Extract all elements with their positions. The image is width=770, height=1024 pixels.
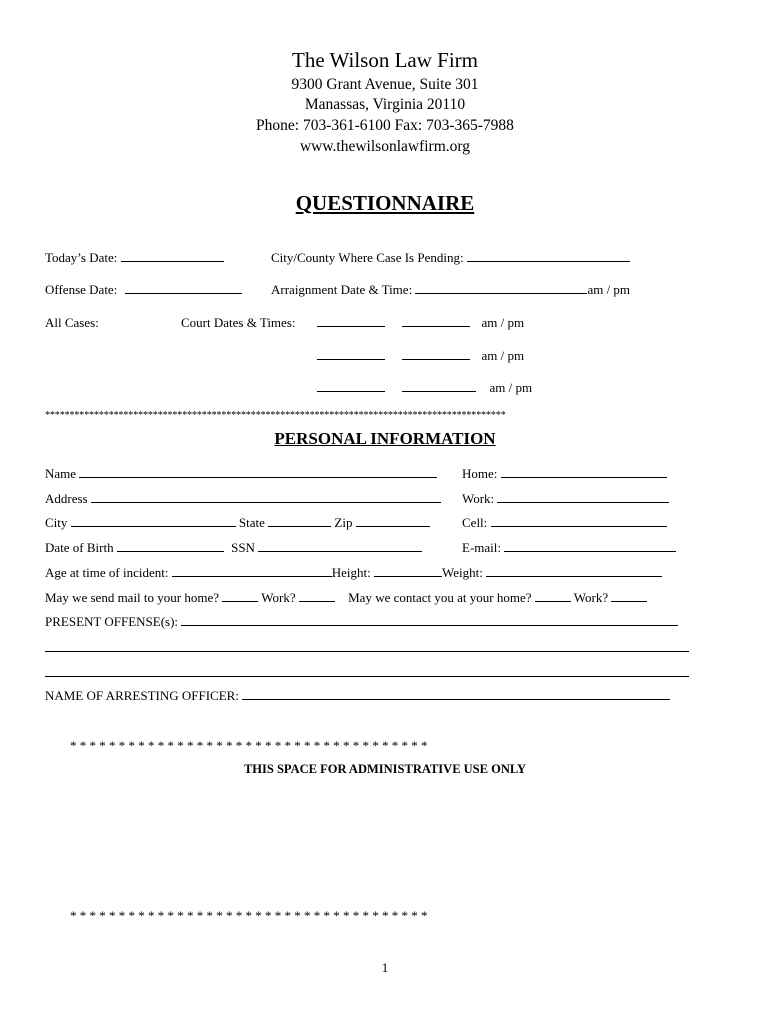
name-row	[45, 466, 437, 482]
present-offense-field[interactable]	[181, 614, 678, 626]
work-phone-label: Work:	[462, 491, 495, 506]
name-field[interactable]	[79, 466, 437, 478]
firm-name: The Wilson Law Firm	[292, 48, 478, 72]
all-cases-label: All Cases:	[45, 315, 99, 330]
zip-field[interactable]	[356, 515, 430, 527]
mail-work-field[interactable]	[299, 590, 335, 602]
offense-date-label: Offense Date:	[45, 282, 118, 297]
arraignment-label: Arraignment Date & Time:	[271, 282, 413, 297]
phone-fax-line: Phone: 703-361-6100 Fax: 703-365-7988	[256, 117, 514, 134]
age-height-weight-row	[45, 565, 662, 581]
todays-date-field[interactable]	[121, 250, 224, 262]
court-date-row-2	[317, 348, 524, 364]
contact-home-field[interactable]	[535, 590, 571, 602]
cell-phone-label: Cell:	[462, 515, 488, 530]
height-label: Height:	[331, 565, 371, 580]
admin-star-row-bottom: * * * * * * * * * * * * * * * * * * * * * * * * * * * * * * * * * * * * *	[70, 908, 428, 923]
admin-use-label: THIS SPACE FOR ADMINISTRATIVE USE ONLY	[243, 762, 527, 776]
city-county-field[interactable]	[467, 250, 630, 262]
home-phone-label: Home:	[462, 466, 498, 481]
arresting-officer-field[interactable]	[242, 688, 670, 700]
height-field[interactable]	[374, 565, 442, 577]
dob-field[interactable]	[117, 540, 224, 552]
city-state-zip-row	[45, 515, 430, 531]
ssn-label: SSN	[231, 540, 255, 555]
court-date-row-3	[317, 380, 532, 396]
mail-work-label: Work?	[261, 590, 296, 605]
address-line2: Manassas, Virginia 20110	[304, 96, 466, 113]
contact-work-field[interactable]	[611, 590, 647, 602]
age-label: Age at time of incident:	[45, 565, 169, 580]
court-ampm: am / pm	[481, 315, 525, 330]
court-date-field[interactable]	[317, 380, 385, 392]
page-number: 1	[381, 960, 389, 975]
work-phone-field[interactable]	[497, 491, 669, 503]
mail-home-label: May we send mail to your home?	[45, 590, 220, 605]
court-ampm: am / pm	[489, 380, 533, 395]
offense-date-field[interactable]	[125, 282, 242, 294]
dob-ssn-row	[45, 540, 422, 556]
present-offense-line-2[interactable]	[45, 651, 689, 652]
contact-work-label: Work?	[573, 590, 609, 605]
arresting-officer-label: NAME OF ARRESTING OFFICER:	[45, 688, 239, 703]
city-field[interactable]	[71, 515, 236, 527]
address-field[interactable]	[91, 491, 441, 503]
present-offense-label: PRESENT OFFENSE(s):	[45, 614, 179, 629]
present-offense-row	[45, 614, 678, 630]
home-phone-row	[462, 466, 667, 482]
arresting-officer-row	[45, 688, 670, 704]
court-time-field[interactable]	[402, 380, 476, 392]
court-date-field[interactable]	[317, 348, 385, 360]
todays-date-label: Today’s Date:	[45, 250, 118, 265]
contact-home-label: May we contact you at your home?	[348, 590, 532, 605]
offense-date-row	[45, 282, 242, 298]
weight-field[interactable]	[486, 565, 662, 577]
admin-star-row-top: * * * * * * * * * * * * * * * * * * * * * * * * * * * * * * * * * * * * *	[70, 738, 428, 753]
mail-home-field[interactable]	[222, 590, 258, 602]
cell-phone-field[interactable]	[491, 515, 667, 527]
arraignment-field[interactable]	[415, 282, 587, 294]
mail-contact-row	[45, 590, 647, 606]
court-dates-label: Court Dates & Times:	[181, 315, 296, 330]
arraignment-ampm: am / pm	[587, 282, 631, 297]
age-field[interactable]	[172, 565, 332, 577]
court-ampm: am / pm	[481, 348, 525, 363]
work-phone-row	[462, 491, 669, 507]
city-county-row	[271, 250, 630, 266]
address-label: Address	[45, 491, 88, 506]
city-label: City	[45, 515, 68, 530]
weight-label: Weight:	[441, 565, 483, 580]
court-time-field[interactable]	[402, 348, 470, 360]
email-label: E-mail:	[462, 540, 501, 555]
website: www.thewilsonlawfirm.org	[299, 138, 471, 155]
arraignment-row	[271, 282, 630, 298]
name-label: Name	[45, 466, 77, 481]
court-date-field[interactable]	[317, 315, 385, 327]
court-time-field[interactable]	[402, 315, 470, 327]
state-field[interactable]	[268, 515, 331, 527]
city-county-label: City/County Where Case Is Pending:	[271, 250, 464, 265]
zip-label: Zip	[334, 515, 353, 530]
email-row	[462, 540, 676, 556]
state-label: State	[238, 515, 265, 530]
ssn-field[interactable]	[258, 540, 422, 552]
present-offense-line-3[interactable]	[45, 676, 689, 677]
personal-info-heading: PERSONAL INFORMATION	[274, 429, 496, 448]
dob-label: Date of Birth	[45, 540, 114, 555]
email-field[interactable]	[504, 540, 676, 552]
court-date-row-1	[317, 315, 524, 331]
address-row	[45, 491, 441, 507]
separator-stars: **********************************************************************************************	[45, 410, 506, 421]
todays-date-row	[45, 250, 224, 266]
home-phone-field[interactable]	[501, 466, 667, 478]
page-title: QUESTIONNAIRE	[295, 191, 475, 215]
cell-phone-row	[462, 515, 667, 531]
address-line1: 9300 Grant Avenue, Suite 301	[291, 76, 479, 93]
